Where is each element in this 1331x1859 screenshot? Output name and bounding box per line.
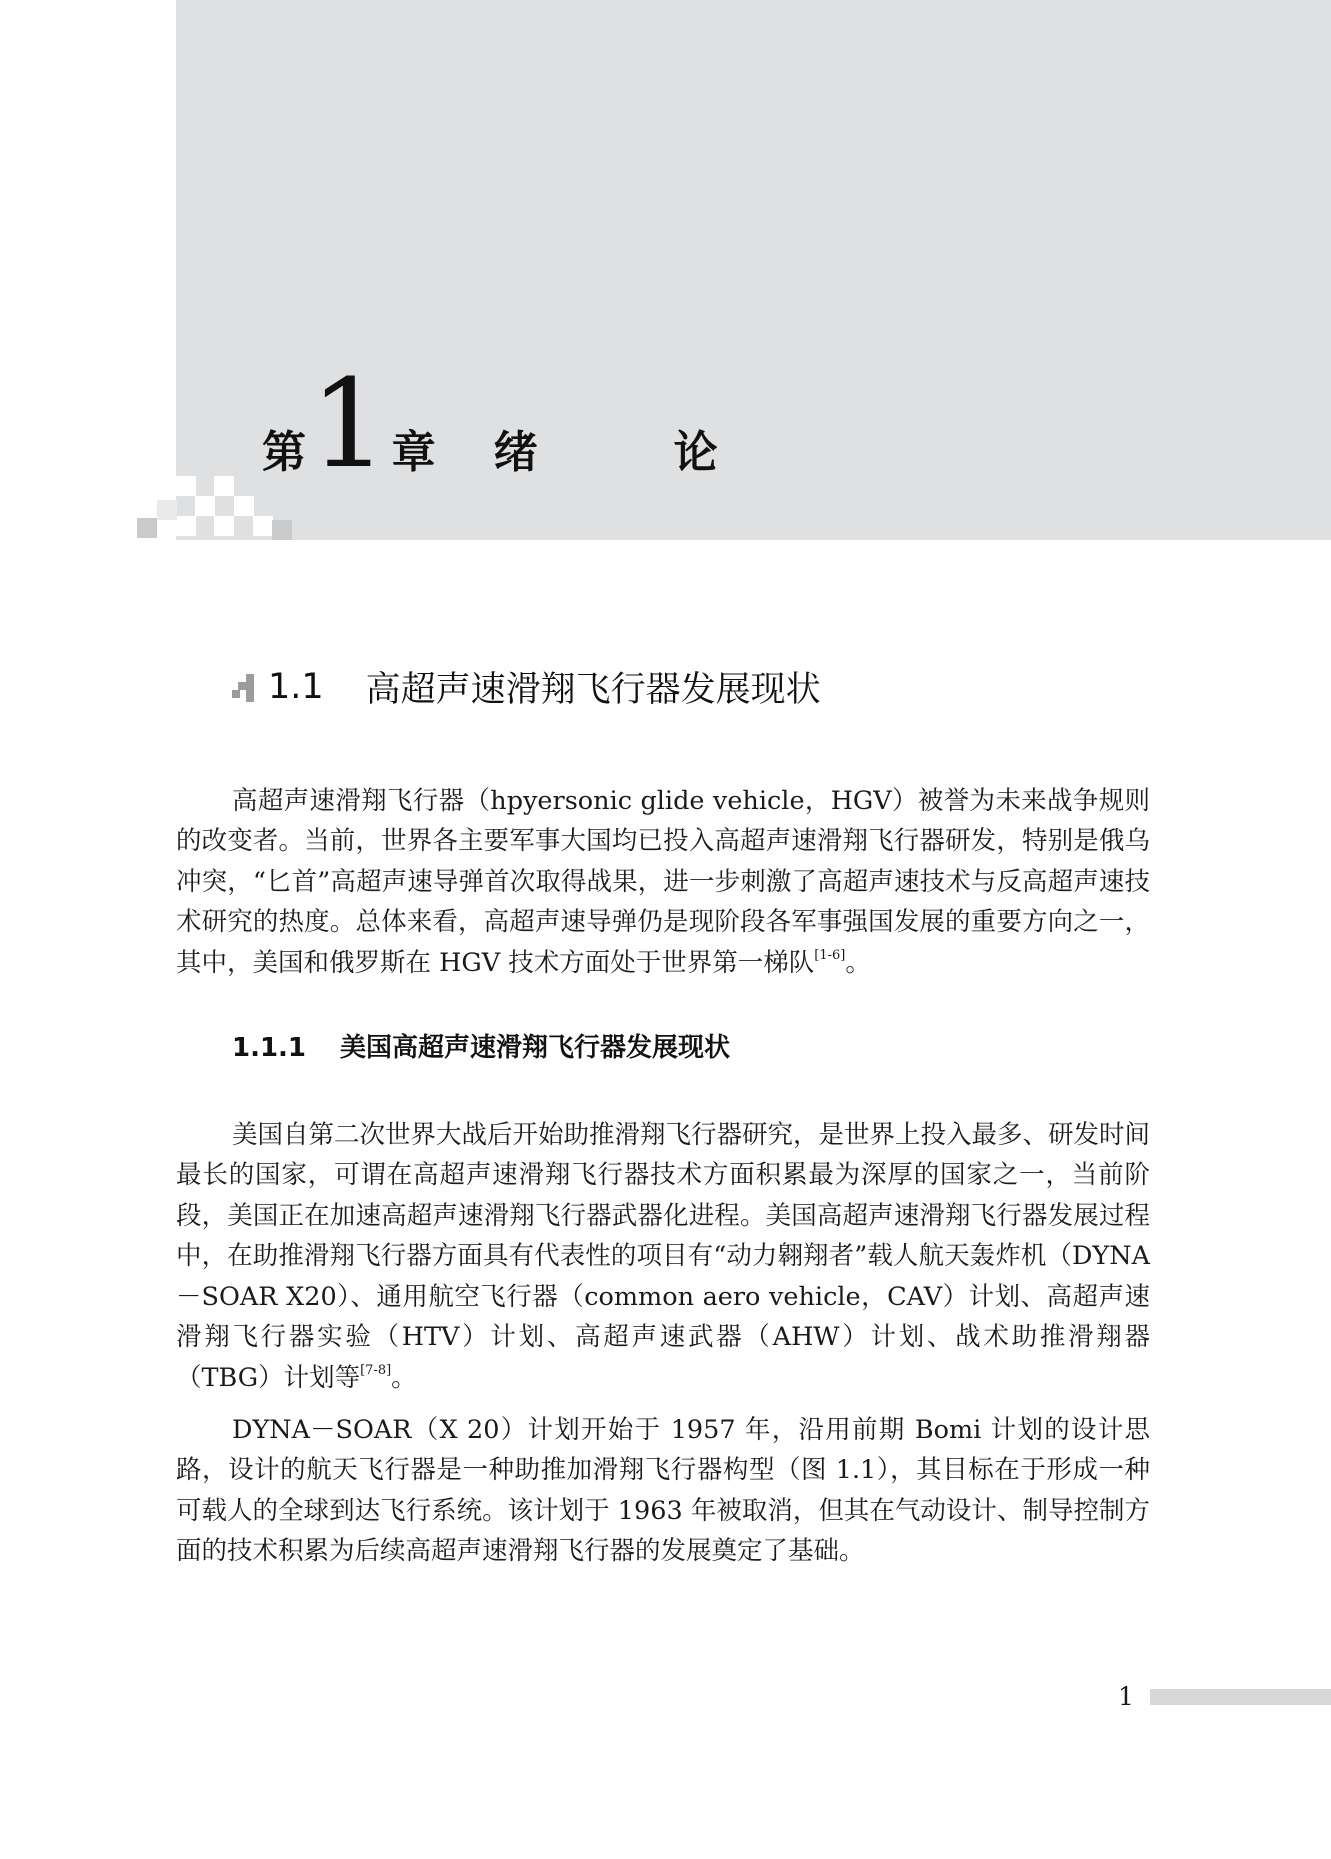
decor-square bbox=[214, 516, 234, 536]
decor-square bbox=[214, 476, 234, 496]
section-title: 高超声速滑翔飞行器发展现状 bbox=[365, 670, 821, 710]
subsection-heading bbox=[232, 1027, 730, 1064]
citation-ref: [7-8] bbox=[360, 1362, 392, 1378]
paragraph-tail: 。 bbox=[845, 947, 871, 978]
paragraph-text: DYNA－SOAR（X 20）计划开始于 1957 年，沿用前期 Bomi 计划的设计思路，设计的航天飞行器是一种助推加滑翔飞行器构型（图 1.1），其目标在于形成一种可载人的全球到达飞行系统。该计划于 1963 年被取消，但其在气动设计、制导控制方面的技术积累为后续高超声速滑翔飞行器的发展奠定了基础。 bbox=[176, 1414, 1150, 1566]
decor-square bbox=[176, 476, 196, 496]
section-number: 1.1 bbox=[268, 667, 324, 707]
chapter-prefix: 第 bbox=[262, 427, 306, 478]
body-paragraph bbox=[176, 1410, 1150, 1572]
paragraph-text: 高超声速滑翔飞行器（hpyersonic glide vehicle，HGV）被誉为未来战争规则的改变者。当前，世界各主要军事大国均已投入高超声速滑翔飞行器研发，特别是俄乌冲突，“匕首”高超声速导弹首次取得战果，进一步刺激了高超声速技术与反高超声速技术研究的热度。总体来看，高超声速导弹仍是现阶段各军事强国发展的重要方向之一，其中，美国和俄罗斯在 HGV 技术方面处于世界第一梯队 bbox=[176, 785, 1150, 978]
chapter-title bbox=[262, 353, 764, 495]
citation-ref: [1-6] bbox=[814, 947, 846, 963]
decor-square bbox=[234, 496, 254, 516]
body-paragraph bbox=[176, 1115, 1150, 1399]
decor-square bbox=[157, 500, 177, 520]
decor-square bbox=[253, 516, 273, 536]
body-paragraph bbox=[176, 781, 1150, 984]
decor-square bbox=[195, 496, 215, 516]
chapter-name: 绪 论 bbox=[493, 427, 764, 478]
paragraph-text: 美国自第二次世界大战后开始助推滑翔飞行器研究，是世界上投入最多、研发时间最长的国家，可谓在高超声速滑翔飞行器技术方面积累最为深厚的国家之一，当前阶段，美国正在加速高超声速滑翔飞行器武器化进程。美国高超声速滑翔飞行器发展过程中，在助推滑翔飞行器方面具有代表性的项目有“动力翱翔者”载人航天轰炸机（DYNA－SOAR X20）、通用航空飞行器（common aero vehicle，CAV）计划、高超声速滑翔飞行器实验（HTV）计划、高超声速武器（AHW）计划、战术助推滑翔器（TBG）计划等 bbox=[176, 1119, 1151, 1393]
section-heading bbox=[232, 662, 821, 712]
decor-square bbox=[272, 520, 292, 540]
section-marker-icon bbox=[232, 672, 254, 702]
subsection-title: 美国高超声速滑翔飞行器发展现状 bbox=[340, 1033, 731, 1063]
footer-bar bbox=[1150, 1689, 1331, 1705]
page-number: 1 bbox=[1118, 1682, 1134, 1711]
chapter-suffix: 章 bbox=[391, 427, 436, 478]
decor-square bbox=[176, 516, 196, 536]
subsection-number: 1.1.1 bbox=[232, 1033, 307, 1063]
chapter-number: 1 bbox=[310, 353, 388, 495]
paragraph-tail: 。 bbox=[391, 1362, 417, 1393]
decor-square bbox=[137, 518, 157, 538]
